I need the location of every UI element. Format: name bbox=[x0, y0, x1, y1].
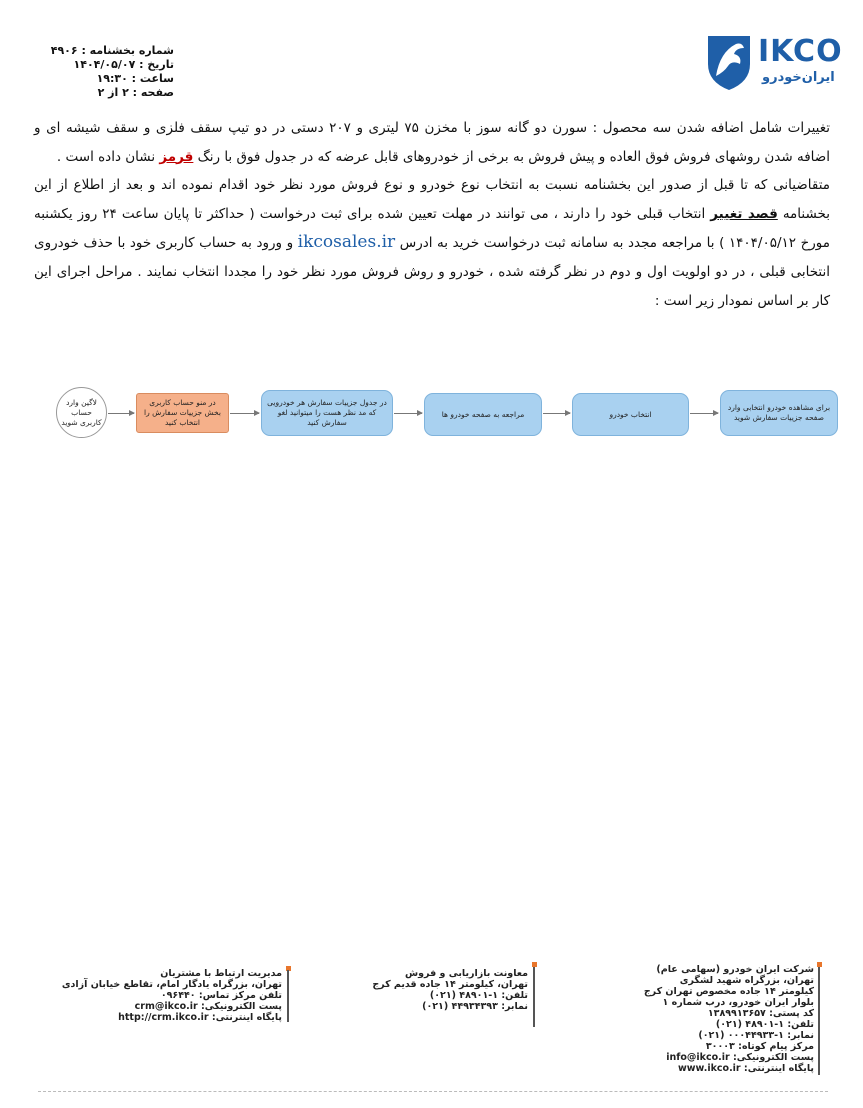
process-flowchart bbox=[0, 380, 863, 450]
flow-arrow bbox=[108, 413, 134, 414]
flow-arrow bbox=[690, 413, 718, 414]
letterhead-footer bbox=[0, 962, 863, 1108]
paragraph-changes: تغییرات شامل اضافه شدن سه محصول : سورن دو گانه سوز با مخزن ۷۵ لیتری و ۲۰۷ دستی در دو تیپ سقف فلزی و سقف شیشه ای و اضافه شدن روشهای فروش فوق العاده و پیش فروش به برخی از خودروهای قابل عرضه که در جدول فوق با رنگ قرمز نشان داده است . bbox=[34, 120, 831, 165]
flow-step-account-menu: در منو حساب کاربری بخش جزییات سفارش را انتخاب کنید bbox=[136, 393, 229, 433]
footer-bottom-rule bbox=[38, 1091, 828, 1093]
flow-step-cars-page: مراجعه به صفحه خودرو ها bbox=[424, 393, 542, 436]
footer-divider bbox=[818, 967, 820, 1075]
footer-crm-address: مدیریت ارتباط با مشتریان تهران، بزرگراه یادگار امام، تقاطع خیابان آزادی تلفن مرکز تماس: ۰۹۶۴۴۰ پست الکترونیکی: crm@ikco.ir پایگاه اینترنتی: http://crm.ikco.ir bbox=[61, 968, 282, 1023]
brand-subtitle: ایران‌خودرو bbox=[762, 70, 835, 85]
circular-number: شماره بخشنامه : ۴۹۰۶ bbox=[50, 44, 174, 57]
flow-arrow bbox=[543, 413, 570, 414]
circular-metadata bbox=[50, 44, 174, 100]
ikcosales-link[interactable]: ikcosales.ir bbox=[297, 232, 396, 253]
flow-step-view-details: برای مشاهده خودرو انتخابی وارد صفحه جزییات سفارش شوید bbox=[720, 390, 838, 436]
bold-phrase: قصد تغییر bbox=[710, 205, 778, 222]
circular-time: ساعت : ۱۹:۳۰ bbox=[96, 72, 174, 85]
circular-date: تاریخ : ۱۴۰۴/۰۵/۰۷ bbox=[73, 58, 174, 71]
flow-step-cancel-order: در جدول جزییات سفارش هر خودرویی که مد نظر هست را میتوانید لغو سفارش کنید bbox=[261, 390, 393, 436]
footer-divider bbox=[533, 967, 535, 1027]
horse-shield-icon bbox=[706, 32, 752, 92]
flow-arrow bbox=[230, 413, 259, 414]
page-number: صفحه : ۲ از ۲ bbox=[97, 86, 174, 99]
ikco-logo bbox=[706, 32, 843, 94]
red-highlight-word: قرمز bbox=[159, 148, 194, 165]
footer-divider bbox=[287, 970, 289, 1022]
circular-body bbox=[34, 114, 830, 315]
flow-arrow bbox=[394, 413, 422, 414]
footer-marketing-address: معاونت بازاریابی و فروش تهران، کیلومتر ۱۴ جاده قدیم کرج تلفن: ۱-۴۸۹۰۱ (۰۲۱) نمابر: ۴۴۹۳۴۳۹۳ (۰۲۱) bbox=[372, 968, 528, 1012]
flow-step-login: لاگین وارد حساب کاربری شوید bbox=[56, 387, 107, 438]
paragraph-instructions: متقاضیانی که تا قبل از صدور این بخشنامه نسبت به انتخاب نوع خودرو و نوع فروش مورد نظر خود اقدام نموده اند و بعد از اطلاع از این بخشنامه قصد تغییر انتخاب قبلی خود را دارند ، می توانند در مهلت تعیین شده برای ثبت درخواست ( حداکثر تا پایان ساعت ۲۴ روز یکشنبه مورخ ۱۴۰۴/۰۵/۱۲ ) با مراجعه مجدد به سامانه ثبت درخواست خرید به ادرس ikcosales.ir و ورود به حساب کاربری خود با حذف خودروی انتخابی قبلی ، در دو اولویت اول و دوم در نظر گرفته شده ، خودرو و روش فروش مورد نظر خود را مجددا انتخاب نمایند . مراحل اجرای این کار بر اساس نمودار زیر است : bbox=[34, 177, 831, 309]
flow-step-select-car: انتخاب خودرو bbox=[572, 393, 689, 436]
brand-name: IKCO bbox=[758, 34, 843, 69]
footer-company-address: شرکت ایران خودرو (سهامی عام) تهران، بزرگراه شهید لشگری کیلومتر ۱۴ جاده مخصوص تهران کرج بلوار ایران خودرو، درب شماره ۱ کد پستی: ۱۳۸۹۹۱۳۶۵۷ تلفن: ۱-۴۸۹۰۱ (۰۲۱) نمابر: ۱-۰۰۰۴۴۹۳۳ (۰۲۱) مرکز پیام کوتاه: ۳۰۰۰۳ پست الکترونیکی: info@ikco.ir پایگاه اینترنتی: www.ikco.ir bbox=[643, 964, 814, 1074]
